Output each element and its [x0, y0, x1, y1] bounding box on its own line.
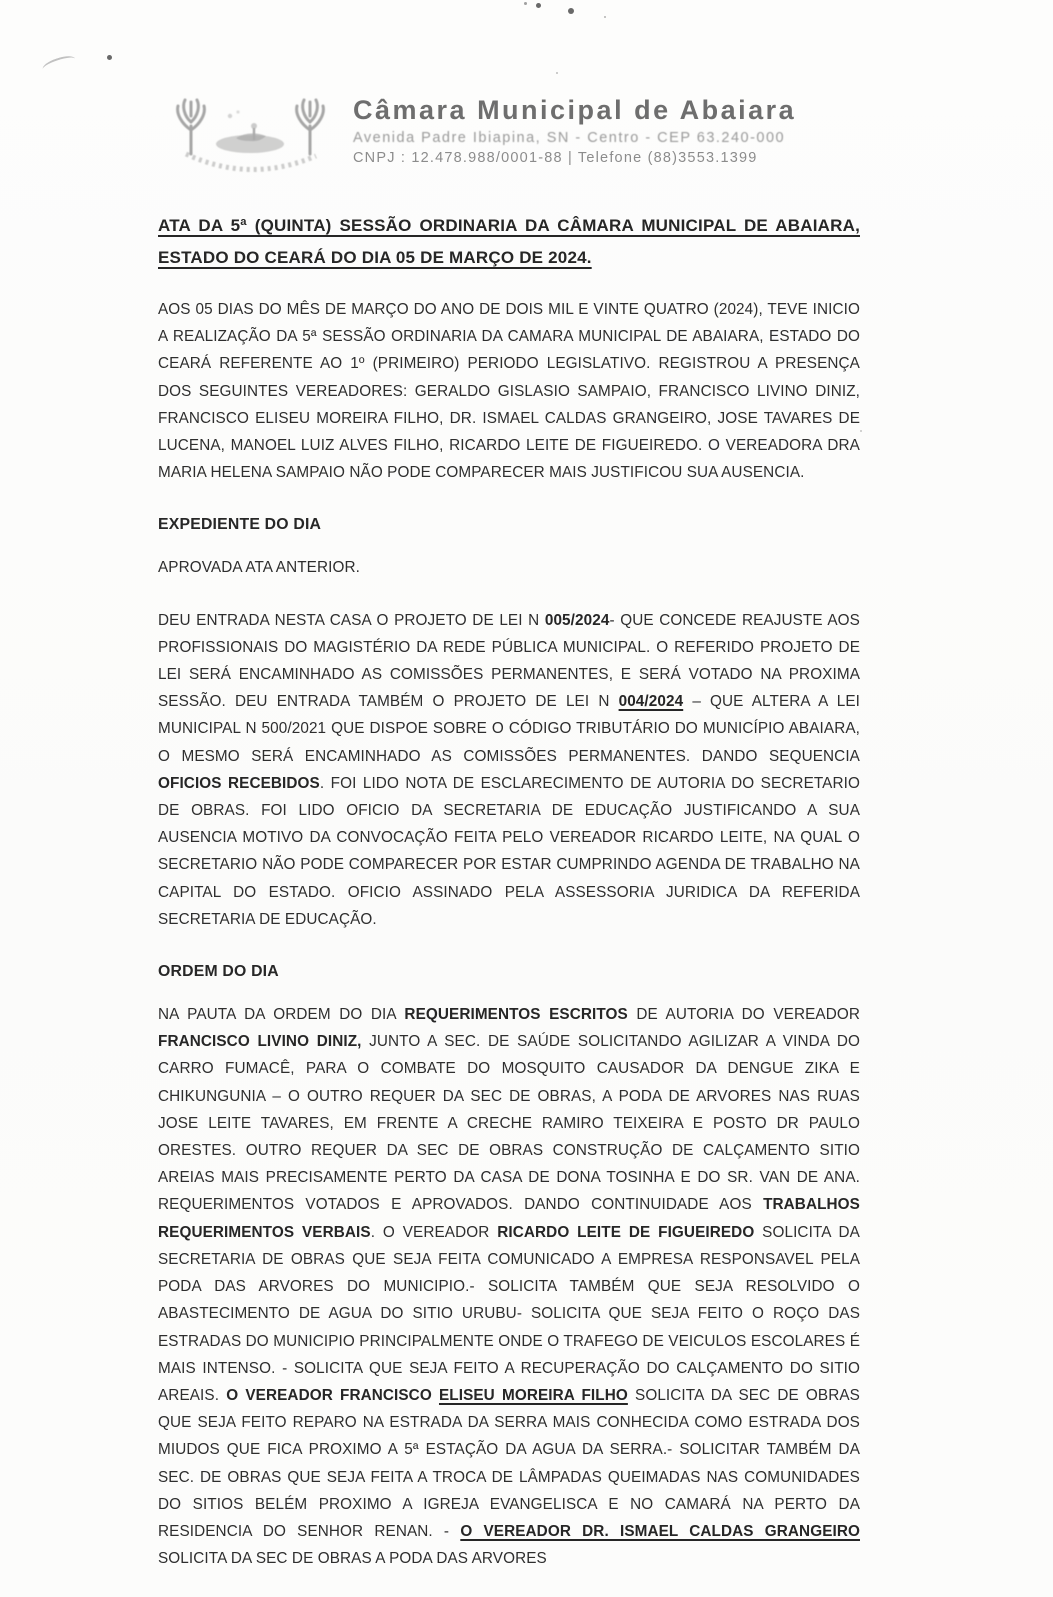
ink-speck — [536, 3, 541, 8]
letterhead — [158, 92, 878, 192]
ink-speck — [107, 55, 112, 60]
ink-speck — [860, 430, 862, 432]
paragraph: AOS 05 DIAS DO MÊS DE MARÇO DO ANO DE DOIS MIL E VINTE QUATRO (2024), TEVE INICIO A REALIZAÇÃO DA 5ª SESSÃO ORDINARIA DA CAMARA MUNICIPAL DE ABAIARA, ESTADO DO CEARÁ REFERENTE AO 1º (PRIMEIRO) PERIODO LEGISLATIVO. REGISTROU A PRESENÇA DOS SEGUINTES VEREADORES: GERALDO GISLASIO SAMPAIO, FRANCISCO LIVINO DINIZ, FRANCISCO ELISEU MOREIRA FILHO, DR. ISMAEL CALDAS GRANGEIRO, JOSE TAVARES DE LUCENA, MANOEL LUIZ ALVES FILHO, RICARDO LEITE DE FIGUEIREDO. O VEREADORA DRA MARIA HELENA SAMPAIO NÃO PODE COMPARECER MAIS JUSTIFICOU SUA AUSENCIA. — [158, 301, 860, 482]
pen-mark — [41, 53, 77, 75]
ink-speck — [556, 72, 558, 74]
address-line: Avenida Padre Ibiapina, SN - Centro - CEP 63.240-000 — [353, 130, 786, 147]
ink-speck — [568, 8, 574, 14]
org-name: Câmara Municipal de Abaiara — [353, 95, 797, 125]
document-title: ATA DA 5ª (QUINTA) SESSÃO ORDINARIA DA CÂMARA MUNICIPAL DE ABAIARA, ESTADO DO CEARÁ DO DIA 05 DE MARÇO DE 2024. — [158, 216, 860, 267]
paragraph: NA PAUTA DA ORDEM DO DIA REQUERIMENTOS ESCRITOS DE AUTORIA DO VEREADOR FRANCISCO LIVINO DINIZ, JUNTO A SEC. DE SAÚDE SOLICITANDO AGILIZAR A VINDA DO CARRO FUMACÊ, PARA O COMBATE DO MOSQUITO CAUSADOR DA DENGUE ZIKA E CHIKUNGUNIA – O OUTRO REQUER DA SEC DE OBRAS, A PODA DE ARVORES NAS RUAS JOSE LEITE TAVARES, EM FRENTE A CRECHE RAMIRO TEIXEIRA E POSTO DR PAULO ORESTES. OUTRO REQUER DA SEC DE OBRAS CONSTRUÇÃO DE CALÇAMENTO SITIO AREIAS MAIS PRECISAMENTE PERTO DA CASA DE DONA TOSINHA E DO SR. VAN DE ANA. REQUERIMENTOS VOTADOS E APROVADOS. DANDO CONTINUIDADE AOS TRABALHOS REQUERIMENTOS VERBAIS. O VEREADOR RICARDO LEITE DE FIGUEIREDO SOLICITA DA SECRETARIA DE OBRAS QUE SEJA FEITA COMUNICADO A EMPRESA RESPONSAVEL PELA PODA DAS ARVORES DO MUNICIPIO.- SOLICITA TAMBÉM QUE SEJA RESOLVIDO O ABASTECIMENTO DE AGUA DO SITIO URUBU- SOLICITA QUE SEJA FEITO O ROÇO DAS ESTRADAS DO MUNICIPIO PRINCIPALMENTE ONDE O TRAFEGO DE VEICULOS ESCOLARES É MAIS INTENSO. - SOLICITA QUE SEJA FEITO A RECUPERAÇÃO DO CALÇAMENTO DO SITIO AREAIS. O VEREADOR FRANCISCO ELISEU MOREIRA FILHO SOLICITA DA SEC DE OBRAS QUE SEJA FEITO REPARO NA ESTRADA DA SERRA MAIS CONHECIDA COMO ESTRADA DOS MIUDOS QUE FICA PROXIMO A 5ª ESTAÇÃO DA AGUA DA SERRA.- SOLICITAR TAMBÉM DA SEC. DE OBRAS QUE SEJA FEITA A TROCA DE LÂMPADAS QUEIMADAS NAS COMUNIDADES DO SITIOS BELÉM PROXIMO A IGREJA EVANGELISCA E NO CAMARÁ NA PERTO DA RESIDENCIA DO SENHOR RENAN. - O VEREADOR DR. ISMAEL CALDAS GRANGEIRO SOLICITA DA SEC DE OBRAS A PODA DAS ARVORES — [158, 1006, 861, 1568]
section-heading: EXPEDIENTE DO DIA — [158, 516, 322, 534]
section-heading: ORDEM DO DIA — [158, 963, 279, 981]
paragraph: APROVADA ATA ANTERIOR. — [158, 559, 360, 577]
paragraph: DEU ENTRADA NESTA CASA O PROJETO DE LEI N 005/2024- QUE CONCEDE REAJUSTE AOS PROFISSIONAIS DO MAGISTÉRIO DA REDE PÚBLICA MUNICIPAL. O REFERIDO PROJETO DE LEI SERÁ ENCAMINHADO AS COMISSÕES PERMANENTES, E SERÁ VOTADO NA PROXIMA SESSÃO. DEU ENTRADA TAMBÉM O PROJETO DE LEI N 004/2024 – QUE ALTERA A LEI MUNICIPAL N 500/2021 QUE DISPOE SOBRE O CÓDIGO TRIBUTÁRIO DO MUNICÍPIO ABAIARA, O MESMO SERÁ ENCAMINHADO AS COMISSÕES PERMANENTES. DANDO SEQUENCIA OFICIOS RECEBIDOS. FOI LIDO NOTA DE ESCLARECIMENTO DE AUTORIA DO SECRETARIO DE OBRAS. FOI LIDO OFICIO DA SECRETARIA DE EDUCAÇÃO JUSTIFICANDO A SUA AUSENCIA MOTIVO DA CONVOCAÇÃO FEITA PELO VEREADOR RICARDO LEITE, NA QUAL O SECRETARIO NÃO PODE COMPARECER POR ESTAR CUMPRINDO AGENDA DE TRABALHO NA CAPITAL DO ESTADO. OFICIO ASSINADO PELA ASSESSORIA JURIDICA DA REFERIDA SECRETARIA DE EDUCAÇÃO. — [158, 611, 860, 928]
ink-speck — [604, 16, 606, 18]
cnpj-phone-line: CNPJ : 12.478.988/0001-88 | Telefone (88)3553.1399 — [353, 150, 758, 167]
ink-speck — [524, 2, 527, 5]
document-body — [158, 296, 860, 1572]
document-content — [158, 210, 860, 1597]
municipal-seal-icon — [158, 92, 343, 188]
